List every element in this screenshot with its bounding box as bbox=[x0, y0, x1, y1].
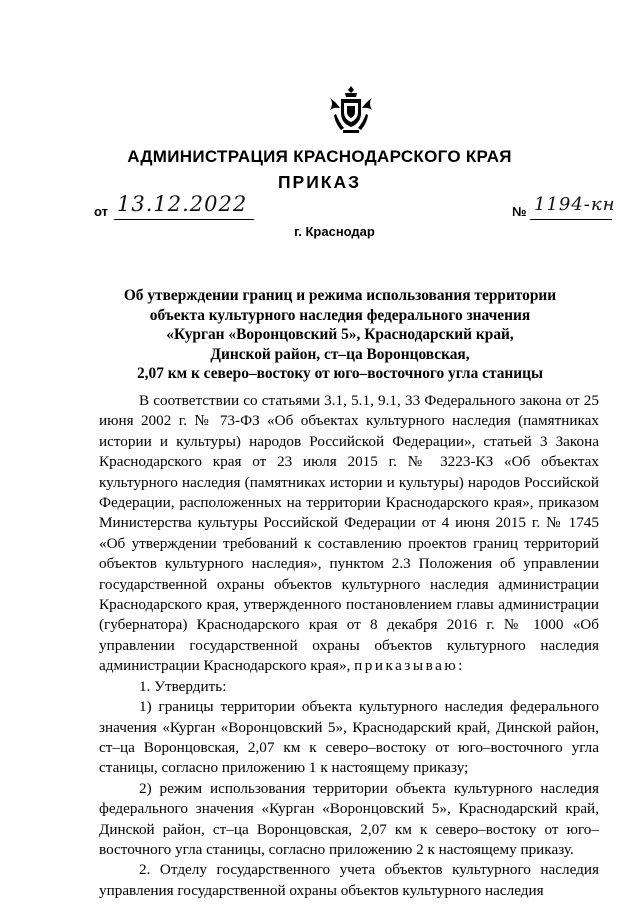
organization-name: АДМИНИСТРАЦИЯ КРАСНОДАРСКОГО КРАЯ bbox=[127, 147, 512, 166]
item-1-1: 1) границы территории объекта культурного наследия федерального значения «Курган «Воронцовский 5», Краснодарский край, Динской район, ст–ца Воронцовская, 2,07 км к северо–востоку от юго–восточного угла станицы, согласно приложению 1 к настоящему приказу; bbox=[99, 698, 599, 777]
preamble-paragraph bbox=[99, 391, 599, 677]
item-1: 1. Утвердить: bbox=[139, 677, 227, 695]
item-2: 2. Отделу государственного учета объектов культурного наследия управления государственной охраны объектов культурного наследия bbox=[99, 861, 599, 899]
item-1-2: 2) режим использования территории объекта культурного наследия федерального значения «Курган «Воронцовский 5», Краснодарский край, Динской район, ст–ца Воронцовская, 2,07 км к северо–востоку от юго–восточного угла станицы, согласно приложению 2 к настоящему приказу. bbox=[99, 779, 599, 858]
city-name: г. Краснодар bbox=[294, 224, 375, 239]
document-type: ПРИКАЗ bbox=[277, 172, 362, 192]
title-line: 2,07 км к северо–востоку от юго–восточного угла станицы bbox=[136, 365, 544, 383]
title-line: Динской район, ст–ца Воронцовская, bbox=[210, 345, 470, 363]
title-line: объекта культурного наследия федерального значения bbox=[149, 306, 531, 324]
number-prefix: № bbox=[512, 204, 527, 219]
coat-of-arms-emblem bbox=[328, 84, 374, 136]
date-handwritten: 13.12.2022 bbox=[117, 192, 248, 216]
number-underline bbox=[530, 219, 612, 220]
date-underline bbox=[114, 219, 254, 220]
date-prefix: от bbox=[94, 204, 108, 219]
title-line: Об утверждении границ и режима использования территории bbox=[123, 287, 557, 304]
title-line: «Курган «Воронцовский 5», Краснодарский край, bbox=[166, 326, 514, 344]
order-word: приказываю: bbox=[354, 657, 465, 675]
document-title bbox=[80, 286, 600, 384]
document-body bbox=[99, 391, 599, 901]
preamble-text: В соответствии со статьями 3.1, 5.1, 9.1, 33 Федерального закона от 25 июня 2002 г. № 73-ФЗ «Об объектах культурного наследия (памятниках истории и культуры) народов Российской Федерации», статьей 3 Закона Краснодарского края от 23 июля 2015 г. № 3223-КЗ «Об объектах культурного наследия (памятниках истории и культуры) народов Российской Федерации, расположенных на территории Краснодарского края», приказом Министерства культуры Российской Федерации от 4 июня 2015 г. № 1745 «Об утверждении требований к составлению проектов границ территорий объектов культурного наследия», пунктом 2.3 Положения об управлении государственной охраны объектов культурного наследия администрации Краснодарского края, утвержденного постановлением главы администрации (губернатора) Краснодарского края от 8 декабря 2016 г. № 1000 «Об управлении государственной охраны объектов культурного наследия администрации Краснодарского края», bbox=[99, 392, 599, 675]
number-handwritten: 1194-кн bbox=[534, 194, 616, 215]
